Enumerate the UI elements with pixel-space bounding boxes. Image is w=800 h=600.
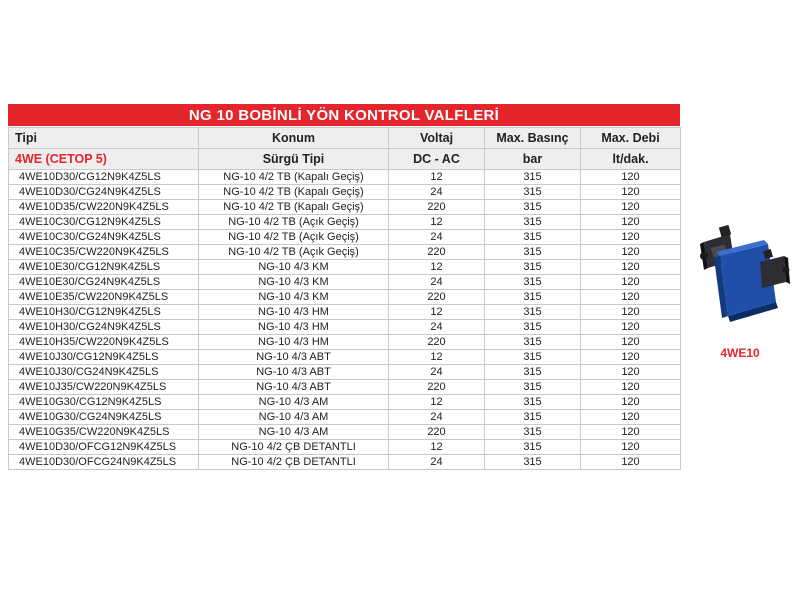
header-flow-unit: lt/dak.: [581, 149, 681, 170]
max-flow-cell: 120: [581, 350, 681, 365]
max-pressure-cell: 315: [485, 290, 581, 305]
table-row: [9, 425, 681, 440]
voltage-cell: 24: [389, 455, 485, 470]
model-code-cell: 4WE10C35/CW220N9K4Z5LS: [9, 245, 199, 260]
max-flow-cell: 120: [581, 455, 681, 470]
spool-position-cell: NG-10 4/3 ABT: [199, 350, 389, 365]
table-row: [9, 185, 681, 200]
max-pressure-cell: 315: [485, 365, 581, 380]
table-row: [9, 320, 681, 335]
model-code-cell: 4WE10J30/CG12N9K4Z5LS: [9, 350, 199, 365]
spool-position-cell: NG-10 4/3 KM: [199, 260, 389, 275]
voltage-cell: 220: [389, 425, 485, 440]
model-code-cell: 4WE10E30/CG24N9K4Z5LS: [9, 275, 199, 290]
model-code-cell: 4WE10J35/CW220N9K4Z5LS: [9, 380, 199, 395]
spool-position-cell: NG-10 4/3 HM: [199, 335, 389, 350]
spool-position-cell: NG-10 4/3 KM: [199, 275, 389, 290]
solenoid-valve-icon: [690, 212, 790, 332]
max-pressure-cell: 315: [485, 410, 581, 425]
valve-product-image: [690, 212, 790, 332]
max-pressure-cell: 315: [485, 185, 581, 200]
spool-position-cell: NG-10 4/2 TB (Açık Geçiş): [199, 245, 389, 260]
spool-position-cell: NG-10 4/2 ÇB DETANTLI: [199, 440, 389, 455]
table-row: [9, 275, 681, 290]
model-code-cell: 4WE10D30/CG12N9K4Z5LS: [9, 170, 199, 185]
voltage-cell: 24: [389, 275, 485, 290]
spool-position-cell: NG-10 4/2 ÇB DETANTLI: [199, 455, 389, 470]
max-flow-cell: 120: [581, 230, 681, 245]
max-pressure-cell: 315: [485, 335, 581, 350]
voltage-cell: 12: [389, 170, 485, 185]
max-pressure-cell: 315: [485, 380, 581, 395]
max-flow-cell: 120: [581, 275, 681, 290]
max-flow-cell: 120: [581, 440, 681, 455]
max-flow-cell: 120: [581, 305, 681, 320]
product-label: 4WE10: [720, 346, 760, 360]
model-code-cell: 4WE10E30/CG12N9K4Z5LS: [9, 260, 199, 275]
voltage-cell: 12: [389, 395, 485, 410]
max-flow-cell: 120: [581, 365, 681, 380]
header-max-flow: Max. Debi: [581, 128, 681, 149]
table-row: [9, 350, 681, 365]
model-code-cell: 4WE10J30/CG24N9K4Z5LS: [9, 365, 199, 380]
voltage-cell: 220: [389, 380, 485, 395]
table-row: [9, 305, 681, 320]
table-row: [9, 335, 681, 350]
max-pressure-cell: 315: [485, 305, 581, 320]
voltage-cell: 12: [389, 350, 485, 365]
header-series: 4WE (CETOP 5): [9, 149, 199, 170]
spool-position-cell: NG-10 4/3 HM: [199, 320, 389, 335]
max-pressure-cell: 315: [485, 320, 581, 335]
max-pressure-cell: 315: [485, 350, 581, 365]
table-row: [9, 230, 681, 245]
max-flow-cell: 120: [581, 170, 681, 185]
model-code-cell: 4WE10C30/CG12N9K4Z5LS: [9, 215, 199, 230]
table-row: [9, 245, 681, 260]
voltage-cell: 24: [389, 230, 485, 245]
max-pressure-cell: 315: [485, 215, 581, 230]
header-pressure-unit: bar: [485, 149, 581, 170]
spool-position-cell: NG-10 4/3 ABT: [199, 380, 389, 395]
spool-position-cell: NG-10 4/2 TB (Açık Geçiş): [199, 230, 389, 245]
spool-position-cell: NG-10 4/2 TB (Kapalı Geçiş): [199, 200, 389, 215]
max-flow-cell: 120: [581, 410, 681, 425]
max-flow-cell: 120: [581, 215, 681, 230]
voltage-cell: 12: [389, 305, 485, 320]
model-code-cell: 4WE10H35/CW220N9K4Z5LS: [9, 335, 199, 350]
spool-position-cell: NG-10 4/3 AM: [199, 410, 389, 425]
max-pressure-cell: 315: [485, 440, 581, 455]
voltage-cell: 24: [389, 365, 485, 380]
table-row: [9, 455, 681, 470]
header-voltage-unit: DC - AC: [389, 149, 485, 170]
max-flow-cell: 120: [581, 425, 681, 440]
max-flow-cell: 120: [581, 395, 681, 410]
max-flow-cell: 120: [581, 245, 681, 260]
table-row: [9, 215, 681, 230]
header-type: Tipi: [9, 128, 199, 149]
max-flow-cell: 120: [581, 380, 681, 395]
table-row: [9, 395, 681, 410]
header-row-2: [9, 149, 681, 170]
voltage-cell: 220: [389, 245, 485, 260]
model-code-cell: 4WE10H30/CG12N9K4Z5LS: [9, 305, 199, 320]
voltage-cell: 220: [389, 200, 485, 215]
spool-position-cell: NG-10 4/2 TB (Açık Geçiş): [199, 215, 389, 230]
table-row: [9, 260, 681, 275]
header-voltage: Voltaj: [389, 128, 485, 149]
voltage-cell: 220: [389, 290, 485, 305]
spool-position-cell: NG-10 4/3 HM: [199, 305, 389, 320]
model-code-cell: 4WE10D30/CG24N9K4Z5LS: [9, 185, 199, 200]
header-position: Konum: [199, 128, 389, 149]
max-pressure-cell: 315: [485, 230, 581, 245]
max-flow-cell: 120: [581, 290, 681, 305]
model-code-cell: 4WE10G35/CW220N9K4Z5LS: [9, 425, 199, 440]
max-flow-cell: 120: [581, 260, 681, 275]
max-pressure-cell: 315: [485, 275, 581, 290]
voltage-cell: 12: [389, 260, 485, 275]
max-flow-cell: 120: [581, 335, 681, 350]
max-pressure-cell: 315: [485, 245, 581, 260]
table-row: [9, 410, 681, 425]
max-pressure-cell: 315: [485, 260, 581, 275]
table-row: [9, 200, 681, 215]
max-pressure-cell: 315: [485, 455, 581, 470]
table-title: NG 10 BOBİNLİ YÖN KONTROL VALFLERİ: [8, 104, 680, 126]
table-row: [9, 365, 681, 380]
max-pressure-cell: 315: [485, 425, 581, 440]
model-code-cell: 4WE10G30/CG24N9K4Z5LS: [9, 410, 199, 425]
voltage-cell: 24: [389, 320, 485, 335]
max-pressure-cell: 315: [485, 200, 581, 215]
spool-position-cell: NG-10 4/3 KM: [199, 290, 389, 305]
model-code-cell: 4WE10H30/CG24N9K4Z5LS: [9, 320, 199, 335]
table-row: [9, 440, 681, 455]
header-max-pressure: Max. Basınç: [485, 128, 581, 149]
spool-position-cell: NG-10 4/2 TB (Kapalı Geçiş): [199, 185, 389, 200]
header-row-1: [9, 128, 681, 149]
table-row: [9, 290, 681, 305]
table-row: [9, 380, 681, 395]
max-flow-cell: 120: [581, 200, 681, 215]
table-row: [9, 170, 681, 185]
valve-table: [8, 127, 681, 470]
max-pressure-cell: 315: [485, 395, 581, 410]
max-flow-cell: 120: [581, 320, 681, 335]
voltage-cell: 220: [389, 335, 485, 350]
header-spool-type: Sürgü Tipi: [199, 149, 389, 170]
model-code-cell: 4WE10C30/CG24N9K4Z5LS: [9, 230, 199, 245]
max-pressure-cell: 315: [485, 170, 581, 185]
spool-position-cell: NG-10 4/3 AM: [199, 395, 389, 410]
voltage-cell: 24: [389, 185, 485, 200]
voltage-cell: 12: [389, 215, 485, 230]
voltage-cell: 24: [389, 410, 485, 425]
spool-position-cell: NG-10 4/3 AM: [199, 425, 389, 440]
voltage-cell: 12: [389, 440, 485, 455]
model-code-cell: 4WE10D30/OFCG12N9K4Z5LS: [9, 440, 199, 455]
model-code-cell: 4WE10D30/OFCG24N9K4Z5LS: [9, 455, 199, 470]
spool-position-cell: NG-10 4/3 ABT: [199, 365, 389, 380]
model-code-cell: 4WE10D35/CW220N9K4Z5LS: [9, 200, 199, 215]
spool-position-cell: NG-10 4/2 TB (Kapalı Geçiş): [199, 170, 389, 185]
max-flow-cell: 120: [581, 185, 681, 200]
model-code-cell: 4WE10G30/CG12N9K4Z5LS: [9, 395, 199, 410]
model-code-cell: 4WE10E35/CW220N9K4Z5LS: [9, 290, 199, 305]
